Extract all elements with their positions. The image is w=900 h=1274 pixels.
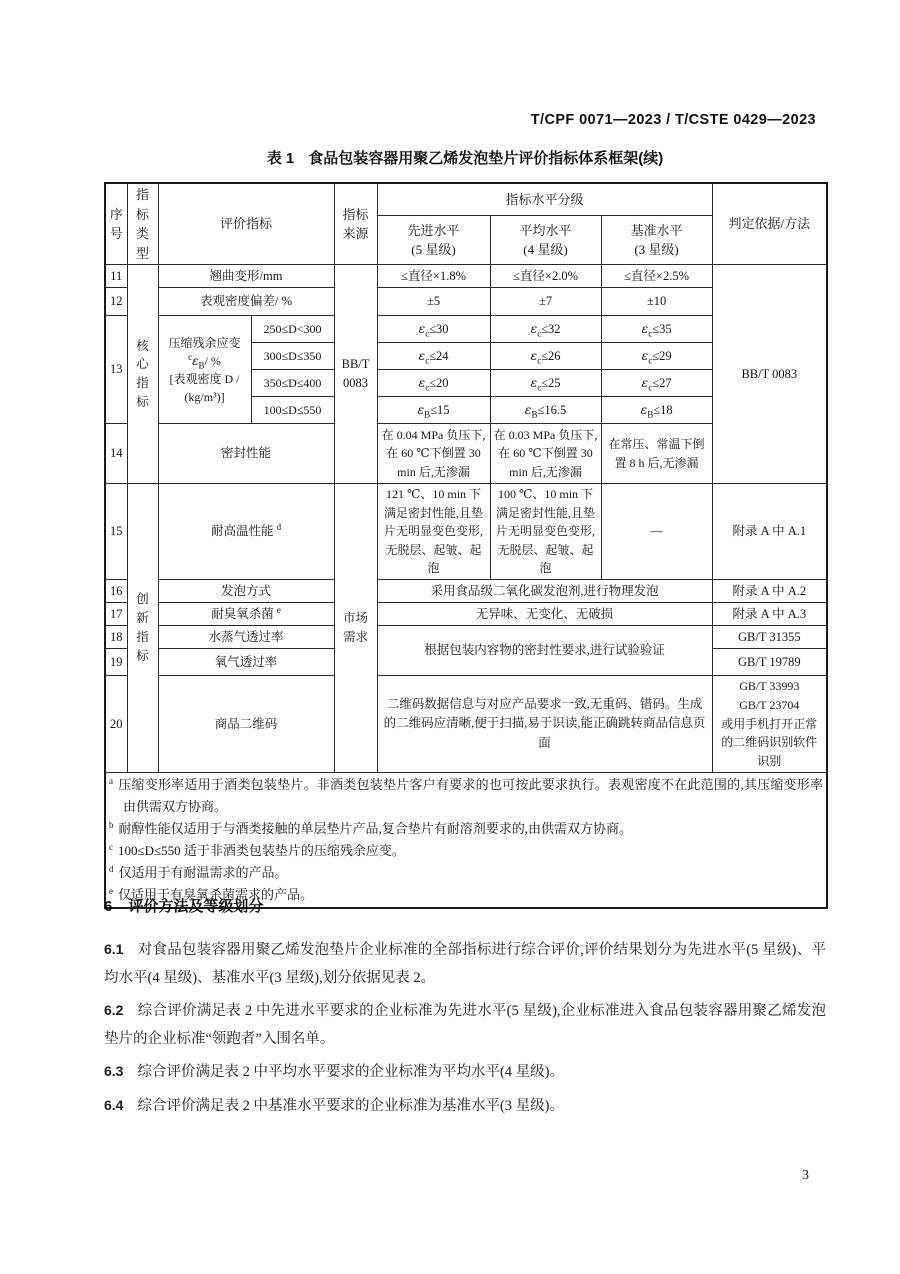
row13-average-3 <box>490 370 601 397</box>
row17-indicator <box>158 602 334 625</box>
footnote-text: 仅适用于有臭氧杀菌需求的产品。 <box>118 886 314 902</box>
footnote-c <box>109 840 823 862</box>
indicator-label: 耐高温性能 <box>210 524 274 539</box>
epsilon-symbol: ε <box>418 347 426 363</box>
header-no: 序号 <box>105 183 127 265</box>
row18-indicator: 水蒸气透过率 <box>158 625 334 648</box>
row11-average: ≤直径×2.0% <box>490 265 601 288</box>
indicator-label: 耐臭氧杀菌 <box>211 606 274 621</box>
epsilon-symbol: ε <box>418 320 426 336</box>
section-title: 评价方法及等级划分 <box>128 898 264 915</box>
epsilon-subscript: c <box>648 355 653 366</box>
footnote-a <box>109 774 823 818</box>
epsilon-symbol: ε <box>530 347 538 363</box>
table-title-label: 表 1 <box>266 150 295 167</box>
section-6 <box>104 895 826 1125</box>
section-heading <box>104 895 826 916</box>
value: ≤27 <box>652 375 672 390</box>
epsilon-subscript: c <box>425 355 430 366</box>
row15-baseline: — <box>601 484 712 580</box>
row17-no: 17 <box>105 602 127 625</box>
value: ≤29 <box>652 348 672 363</box>
epsilon-symbol: ε <box>418 374 426 390</box>
header-level-advanced-line1: 先进水平 <box>407 222 460 238</box>
row11-advanced: ≤直径×1.8% <box>377 265 490 288</box>
row13-range-2: 300≤D≤350 <box>251 343 334 370</box>
epsilon-subscript: B <box>647 409 654 420</box>
row11-indicator: 翘曲变形/mm <box>158 265 334 288</box>
footnote-text: 耐醇性能仅适用于与酒类接触的单层垫片产品,复合垫片有耐溶剂要求的,由供需双方协商。 <box>118 820 633 836</box>
row16-no: 16 <box>105 579 127 602</box>
value: ≤24 <box>429 348 449 363</box>
footnote-b <box>109 818 823 840</box>
row18-no: 18 <box>105 625 127 648</box>
group-core-source: BB/T 0083 <box>334 265 377 484</box>
epsilon-subscript: c <box>537 355 542 366</box>
paragraph-text: 综合评价满足表 2 中基准水平要求的企业标准为基准水平(3 星级)。 <box>137 1097 564 1114</box>
page-number: 3 <box>802 1168 809 1183</box>
header-level-advanced <box>377 216 490 265</box>
row19-indicator: 氧气透过率 <box>158 648 334 675</box>
row12-no: 12 <box>105 288 127 316</box>
value: ≤15 <box>430 402 450 417</box>
row13-range-1: 250≤D<300 <box>251 316 334 343</box>
row15-no: 15 <box>105 484 127 580</box>
group-core-type: 核心指标 <box>127 265 158 484</box>
row13-advanced-1 <box>377 316 490 343</box>
epsilon-subscript: c <box>537 382 542 393</box>
footnote-mark: c <box>109 841 113 852</box>
paragraph-6-4 <box>104 1092 826 1121</box>
header-levels: 指标水平分级 <box>377 183 712 216</box>
row13-indicator-line3: [表观密度 D / <box>169 371 240 386</box>
header-level-average-line2: (4 星级) <box>523 242 568 258</box>
paragraph-number: 6.4 <box>104 1096 124 1113</box>
row13-baseline-1 <box>601 316 712 343</box>
header-level-average <box>490 216 601 265</box>
group-innov-source: 市场需求 <box>334 484 377 773</box>
epsilon-symbol: ε <box>641 374 649 390</box>
value: ≤32 <box>541 321 561 336</box>
table-title <box>104 147 826 168</box>
row13-range-4: 100≤D≤550 <box>251 397 334 424</box>
footnote-ref-d: d <box>276 521 282 532</box>
footnote-mark: e <box>109 885 113 896</box>
row12-indicator: 表观密度偏差/ % <box>158 288 334 316</box>
row13-advanced-3 <box>377 370 490 397</box>
row13-range-3: 350≤D≤400 <box>251 370 334 397</box>
footnote-ref-e: e <box>276 604 281 615</box>
row16-judge: 附录 A 中 A.2 <box>712 579 827 602</box>
footnotes-cell <box>105 772 827 908</box>
epsilon-symbol: ε <box>640 401 648 417</box>
row20-no: 20 <box>105 675 127 772</box>
row13-average-4 <box>490 397 601 424</box>
standard-number-header: T/CPF 0071—2023 / T/CSTE 0429—2023 <box>530 112 816 128</box>
row15-average: 100 ℃、10 min 下满足密封性能,且垫片无明显变色变形,无脱层、起皱、起泡 <box>490 484 601 580</box>
evaluation-table <box>104 182 828 909</box>
row13-indicator <box>158 316 251 424</box>
row20-requirement: 二维码数据信息与对应产品要求一致,无重码、错码。生成的二维码应清晰,便于扫描,易于识读,能正确跳转商品信息页面 <box>377 675 712 772</box>
epsilon-symbol: ε <box>524 401 532 417</box>
value: ≤25 <box>541 375 561 390</box>
row15-judge: 附录 A 中 A.1 <box>712 484 827 580</box>
group-innov-type: 创新指标 <box>127 484 158 773</box>
row14-average: 在 0.03 MPa 负压下,在 60 ℃下倒置 30 min 后,无渗漏 <box>490 424 601 484</box>
epsilon-symbol: ε <box>530 320 538 336</box>
epsilon-symbol: ε <box>192 353 199 368</box>
table-row <box>105 579 827 602</box>
row13-advanced-4 <box>377 397 490 424</box>
value: ≤35 <box>652 321 672 336</box>
epsilon-symbol: ε <box>530 374 538 390</box>
epsilon-subscript: c <box>425 328 430 339</box>
row13-baseline-4 <box>601 397 712 424</box>
header-judge: 判定依据/方法 <box>712 183 827 265</box>
row14-baseline: 在常压、常温下倒置 8 h 后,无渗漏 <box>601 424 712 484</box>
footnote-text: 仅适用于有耐温需求的产品。 <box>118 864 288 880</box>
header-source: 指标来源 <box>334 183 377 265</box>
value: ≤30 <box>429 321 449 336</box>
judge-line: 或用手机打开正常的二维码识别软件识别 <box>721 716 818 768</box>
epsilon-symbol: ε <box>641 347 649 363</box>
row13-indicator-units: / % <box>204 353 221 368</box>
row11-no: 11 <box>105 265 127 288</box>
paragraph-number: 6.1 <box>104 941 124 957</box>
row18-judge: GB/T 31355 <box>712 625 827 648</box>
header-level-baseline-line1: 基准水平 <box>630 222 683 238</box>
row17-requirement: 无异味、无变化、无破损 <box>377 602 712 625</box>
paragraph-6-1 <box>104 936 826 992</box>
row13-indicator-line4: (kg/m³)] <box>184 389 225 404</box>
table-title-text: 食品包装容器用聚乙烯发泡垫片评价指标体系框架(续) <box>308 150 664 167</box>
row13-no: 13 <box>105 316 127 424</box>
paragraph-text: 综合评价满足表 2 中平均水平要求的企业标准为平均水平(4 星级)。 <box>137 1064 564 1080</box>
footnote-text: 100≤D≤550 适于非酒类包装垫片的压缩残余应变。 <box>118 842 405 858</box>
header-level-average-line1: 平均水平 <box>519 222 572 238</box>
row18-19-requirement: 根据包装内容物的密封性要求,进行试验验证 <box>377 625 712 675</box>
footnote-row <box>105 772 827 908</box>
epsilon-subscript: c <box>537 328 542 339</box>
row13-indicator-line1: 压缩残余应变 <box>168 335 241 350</box>
paragraph-number: 6.2 <box>104 1002 124 1018</box>
row13-baseline-2 <box>601 343 712 370</box>
row16-requirement: 采用食品级二氧化碳发泡剂,进行物理发泡 <box>377 579 712 602</box>
table-row <box>105 675 827 772</box>
epsilon-subscript: c <box>648 328 653 339</box>
row13-indicator-line2 <box>162 352 248 370</box>
table-row <box>105 602 827 625</box>
epsilon-subscript: B <box>531 409 538 420</box>
header-level-baseline <box>601 216 712 265</box>
row12-advanced: ±5 <box>377 288 490 316</box>
table-row <box>105 265 827 288</box>
epsilon-subscript: c <box>648 382 653 393</box>
row16-indicator: 发泡方式 <box>158 579 334 602</box>
section-number: 6 <box>104 898 113 915</box>
footnote-text: 压缩变形率适用于酒类包装垫片。非酒类包装垫片客户有要求的也可按此要求执行。表观密度不在此范围的,其压缩变形率由供需双方协商。 <box>118 776 824 814</box>
value: ≤18 <box>653 402 673 417</box>
row14-indicator: 密封性能 <box>158 424 334 484</box>
row12-baseline: ±10 <box>601 288 712 316</box>
paragraph-6-2 <box>104 997 826 1053</box>
epsilon-subscript: B <box>198 359 205 370</box>
row20-judge <box>712 675 827 772</box>
value: ≤26 <box>541 348 561 363</box>
footnote-mark: d <box>109 863 114 874</box>
header-indicator: 评价指标 <box>158 183 334 265</box>
table-row <box>105 484 827 580</box>
value: ≤20 <box>429 375 449 390</box>
header-level-advanced-line2: (5 星级) <box>411 242 456 258</box>
row15-indicator <box>158 484 334 580</box>
row20-indicator: 商品二维码 <box>158 675 334 772</box>
row12-average: ±7 <box>490 288 601 316</box>
group-core-judge: BB/T 0083 <box>712 265 827 484</box>
footnote-mark: a <box>109 775 113 786</box>
table-row <box>105 625 827 648</box>
epsilon-subscript: B <box>424 409 431 420</box>
row14-advanced: 在 0.04 MPa 负压下,在 60 ℃下倒置 30 min 后,无渗漏 <box>377 424 490 484</box>
epsilon-symbol: ε <box>641 320 649 336</box>
footnote-d <box>109 862 823 884</box>
footnote-mark: b <box>109 819 114 830</box>
epsilon-symbol: ε <box>417 401 425 417</box>
header-level-baseline-line2: (3 星级) <box>634 242 679 258</box>
row19-no: 19 <box>105 648 127 675</box>
row14-no: 14 <box>105 424 127 484</box>
row17-judge: 附录 A 中 A.3 <box>712 602 827 625</box>
paragraph-text: 综合评价满足表 2 中先进水平要求的企业标准为先进水平(5 星级),企业标准进入食品包装容器用聚乙烯发泡垫片的企业标准“领跑者”入围名单。 <box>104 1003 826 1047</box>
row13-average-2 <box>490 343 601 370</box>
row13-average-1 <box>490 316 601 343</box>
footnote-ref-c: c <box>188 351 193 362</box>
epsilon-subscript: c <box>425 382 430 393</box>
judge-line: GB/T 23704 <box>739 698 800 713</box>
row11-baseline: ≤直径×2.5% <box>601 265 712 288</box>
judge-line: GB/T 33993 <box>739 679 800 694</box>
paragraph-6-3 <box>104 1058 826 1087</box>
value: ≤16.5 <box>537 402 567 417</box>
header-type: 指标类型 <box>127 183 158 265</box>
row19-judge: GB/T 19789 <box>712 648 827 675</box>
paragraph-number: 6.3 <box>104 1063 124 1079</box>
row13-advanced-2 <box>377 343 490 370</box>
row13-baseline-3 <box>601 370 712 397</box>
row15-advanced: 121 ℃、10 min 下满足密封性能,且垫片无明显变色变形,无脱层、起皱、起泡 <box>377 484 490 580</box>
paragraph-text: 对食品包装容器用聚乙烯发泡垫片企业标准的全部指标进行综合评价,评价结果划分为先进水平(5 星级)、平均水平(4 星级)、基准水平(3 星级),划分依据见表 2。 <box>104 942 826 986</box>
